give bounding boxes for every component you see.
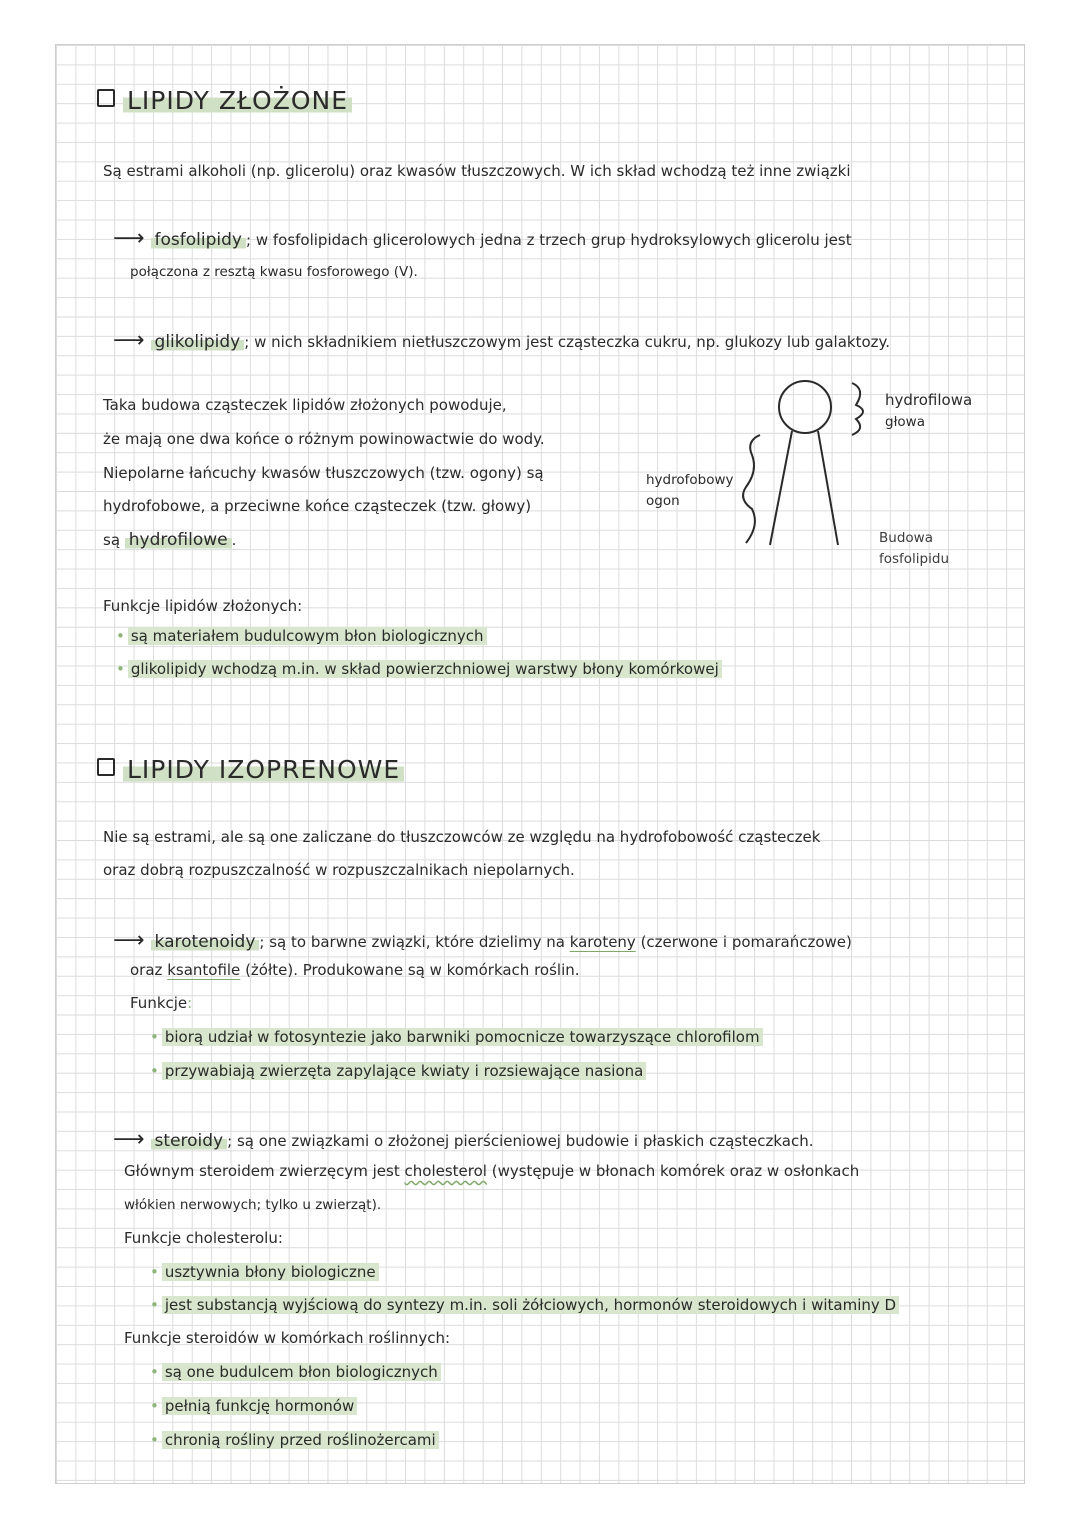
fosfolipidy-line-1: ⟶ fosfolipidy ; w fosfolipidach glicerolowych jedna z trzech grup hydroksylowych glicerolu jest [113, 226, 852, 251]
bullet-icon: • [150, 1431, 159, 1449]
karotenoidy-line-1: ⟶ karotenoidy ; są to barwne związki, które dzielimy na karoteny (czerwone i pomarańczowe) [113, 928, 852, 953]
intro2-line-2: oraz dobrą rozpuszczalność w rozpuszczalnikach niepolarnych. [103, 861, 575, 879]
term-cholesterol: cholesterol [404, 1162, 487, 1180]
intro2-line-1: Nie są estrami, ale są one zaliczane do tłuszczowców ze względu na hydrofobowość cząsteczek [103, 828, 821, 846]
structure-line-3: Niepolarne łańcuchy kwasów tłuszczowych (tzw. ogony) są [103, 464, 544, 482]
plant-function-3: • chronią rośliny przed roślinożercami [150, 1431, 439, 1449]
label-hydrofobowy: hydrofobowy [646, 472, 734, 488]
karotenoidy-function-1: • biorą udział w fotosyntezie jako barwniki pomocnicze towarzyszące chlorofilom [150, 1028, 763, 1046]
term-fosfolipidy: fosfolipidy [151, 230, 246, 250]
caption-fosfolipidu: fosfolipidu [879, 551, 950, 567]
tail-brace [743, 435, 760, 543]
steroidy-line-2: Głównym steroidem zwierzęcym jest cholesterol (występuje w błonach komórek oraz w osłonkach [124, 1162, 860, 1180]
term-hydrofilowe: hydrofilowe [125, 530, 232, 550]
label-hydrofilowa: hydrofilowa [885, 391, 973, 409]
cholesterol-functions-title: Funkcje cholesterolu: [124, 1229, 283, 1247]
structure-line-5: są hydrofilowe . [103, 530, 237, 550]
glikolipidy-line: ⟶ glikolipidy ; w nich składnikiem nietłuszczowym jest cząsteczka cukru, np. glukozy lub galaktozy. [113, 328, 891, 353]
term-steroidy: steroidy [151, 1131, 228, 1151]
function-item-1: • są materiałem budulcowym błon biologicznych [116, 627, 487, 645]
bullet-icon: • [150, 1062, 159, 1080]
bullet-icon: • [150, 1028, 159, 1046]
label-glowa: głowa [885, 414, 925, 430]
intro-text: Są estrami alkoholi (np. glicerolu) oraz kwasów tłuszczowych. W ich skład wchodzą też inne związki [103, 162, 851, 180]
term-glikolipidy: glikolipidy [151, 332, 245, 352]
hydrophobic-tail-left [770, 431, 792, 545]
karotenoidy-function-2: • przywabiają zwierzęta zapylające kwiaty i rozsiewające nasiona [150, 1062, 646, 1080]
bullet-icon: • [150, 1363, 159, 1381]
section-heading-lipidy-zlozone: LIPIDY ZŁOŻONE [97, 86, 352, 115]
karotenoidy-functions-title: Funkcje: [130, 994, 193, 1012]
structure-line-4: hydrofobowe, a przeciwne końce cząsteczek (tzw. głowy) [103, 497, 532, 515]
plant-steroid-functions-title: Funkcje steroidów w komórkach roślinnych: [124, 1329, 451, 1347]
bullet-icon: • [116, 627, 125, 645]
arrow-icon: ⟶ [113, 1127, 145, 1152]
arrow-icon: ⟶ [113, 928, 145, 953]
karotenoidy-line-2: oraz ksantofile (żółte). Produkowane są w komórkach roślin. [130, 961, 580, 979]
checkbox-icon [97, 758, 115, 776]
hydrophobic-tail-right [818, 431, 838, 545]
term-ksantofile: ksantofile [167, 961, 241, 979]
term-karotenoidy: karotenoidy [151, 932, 260, 952]
structure-line-1: Taka budowa cząsteczek lipidów złożonych powoduje, [103, 396, 507, 414]
plant-function-1: • są one budulcem błon biologicznych [150, 1363, 441, 1381]
bullet-icon: • [150, 1397, 159, 1415]
bullet-icon: • [150, 1263, 159, 1281]
caption-budowa: Budowa [879, 530, 933, 546]
head-brace [852, 383, 863, 435]
structure-line-2: że mają one dwa końce o różnym powinowactwie do wody. [103, 430, 545, 448]
function-item-2: • glikolipidy wchodzą m.in. w skład powierzchniowej warstwy błony komórkowej [116, 660, 722, 678]
label-ogon: ogon [646, 493, 680, 509]
arrow-icon: ⟶ [113, 226, 145, 251]
phospholipid-diagram [730, 375, 870, 560]
cholesterol-function-2: • jest substancją wyjściową do syntezy m.in. soli żółciowych, hormonów steroidowych i witaminy D [150, 1296, 899, 1314]
fosfolipidy-line-2: połączona z resztą kwasu fosforowego (V). [130, 264, 418, 280]
section-heading-lipidy-izoprenowe: LIPIDY IZOPRENOWE [97, 755, 404, 784]
functions-title: Funkcje lipidów złożonych: [103, 597, 303, 615]
hydrophilic-head-shape [779, 381, 831, 433]
bullet-icon: • [150, 1296, 159, 1314]
checkbox-icon [97, 89, 115, 107]
steroidy-line-1: ⟶ steroidy ; są one związkami o złożonej pierścieniowej budowie i płaskich cząsteczkach. [113, 1127, 814, 1152]
plant-function-2: • pełnią funkcję hormonów [150, 1397, 357, 1415]
term-karoteny: karoteny [569, 933, 636, 951]
bullet-icon: • [116, 660, 125, 678]
steroidy-line-3: włókien nerwowych; tylko u zwierząt). [124, 1197, 382, 1213]
cholesterol-function-1: • usztywnia błony biologiczne [150, 1263, 379, 1281]
arrow-icon: ⟶ [113, 328, 145, 353]
